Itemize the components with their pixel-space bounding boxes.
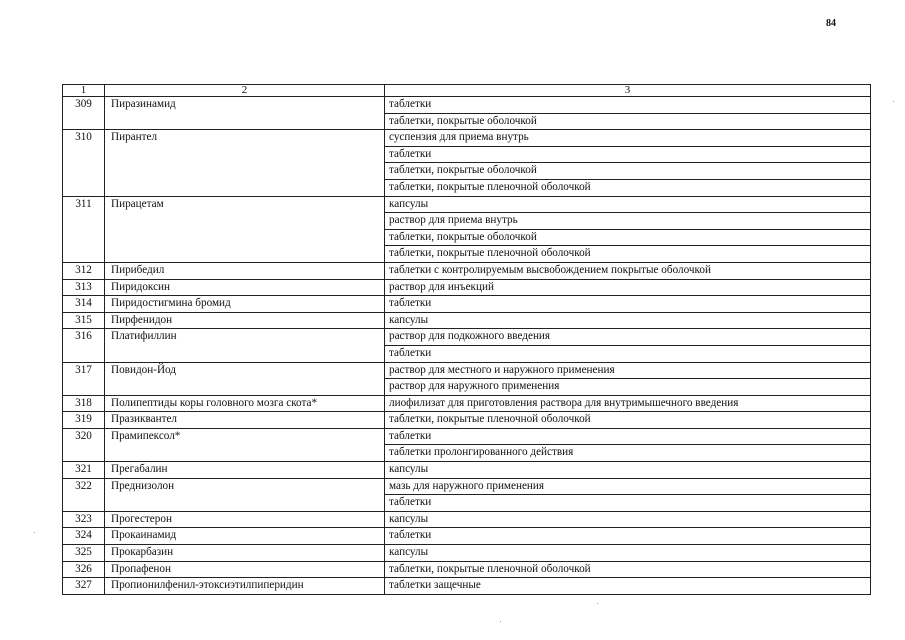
- table-row: [63, 412, 871, 429]
- row-number: 317: [63, 362, 105, 395]
- drug-name: Прегабалин: [105, 462, 385, 479]
- drug-name: Пропионилфенил-этоксиэтилпиперидин: [105, 578, 385, 595]
- dosage-form: мазь для наружного применения: [385, 478, 871, 495]
- drug-name: Празиквантел: [105, 412, 385, 429]
- scan-speck: [500, 621, 501, 622]
- table-row: [63, 312, 871, 329]
- row-number: 311: [63, 196, 105, 262]
- dosage-form: раствор для подкожного введения: [385, 329, 871, 346]
- drug-name: Пиразинамид: [105, 97, 385, 130]
- table-row: [63, 528, 871, 545]
- row-number: 309: [63, 97, 105, 130]
- dosage-form: таблетки защечные: [385, 578, 871, 595]
- dosage-form: таблетки, покрытые пленочной оболочкой: [385, 179, 871, 196]
- dosage-form: таблетки с контролируемым высвобождением покрытые оболочкой: [385, 262, 871, 279]
- dosage-form: капсулы: [385, 511, 871, 528]
- row-number: 321: [63, 462, 105, 479]
- table-row: [63, 262, 871, 279]
- table-row: [63, 578, 871, 595]
- row-number: 310: [63, 130, 105, 196]
- row-number: 327: [63, 578, 105, 595]
- drug-name: Повидон-Йод: [105, 362, 385, 395]
- dosage-form: таблетки пролонгированного действия: [385, 445, 871, 462]
- dosage-form: лиофилизат для приготовления раствора для внутримышечного введения: [385, 395, 871, 412]
- table-row: [63, 329, 871, 346]
- dosage-form: таблетки, покрытые оболочкой: [385, 229, 871, 246]
- drug-name: Пирацетам: [105, 196, 385, 262]
- row-number: 322: [63, 478, 105, 511]
- row-number: 316: [63, 329, 105, 362]
- drug-name: Прогестерон: [105, 511, 385, 528]
- dosage-form: таблетки, покрытые оболочкой: [385, 113, 871, 130]
- dosage-form: капсулы: [385, 545, 871, 562]
- row-number: 324: [63, 528, 105, 545]
- dosage-form: таблетки: [385, 296, 871, 313]
- dosage-form: таблетки: [385, 528, 871, 545]
- dosage-form: суспензия для приема внутрь: [385, 130, 871, 147]
- column-header-2: 2: [105, 85, 385, 97]
- drug-name: Преднизолон: [105, 478, 385, 511]
- table-row: [63, 478, 871, 495]
- dosage-form: капсулы: [385, 462, 871, 479]
- drug-name: Пирибедил: [105, 262, 385, 279]
- dosage-form: таблетки, покрытые пленочной оболочкой: [385, 412, 871, 429]
- scan-speck: [597, 603, 598, 604]
- drug-name: Пиридоксин: [105, 279, 385, 296]
- scan-speck: [34, 532, 35, 533]
- row-number: 319: [63, 412, 105, 429]
- dosage-form: раствор для приема внутрь: [385, 213, 871, 230]
- table-row: [63, 561, 871, 578]
- row-number: 323: [63, 511, 105, 528]
- page-number: 84: [826, 18, 836, 29]
- dosage-form: таблетки, покрытые оболочкой: [385, 163, 871, 180]
- table-row: [63, 511, 871, 528]
- row-number: 320: [63, 428, 105, 461]
- table-row: [63, 462, 871, 479]
- column-header-1: 1: [63, 85, 105, 97]
- dosage-form: таблетки: [385, 345, 871, 362]
- row-number: 315: [63, 312, 105, 329]
- table-row: [63, 395, 871, 412]
- scan-speck: [893, 101, 894, 102]
- row-number: 325: [63, 545, 105, 562]
- drug-name: Пирантел: [105, 130, 385, 196]
- row-number: 326: [63, 561, 105, 578]
- table-header-row: [63, 85, 871, 97]
- table-row: [63, 130, 871, 147]
- dosage-form: таблетки, покрытые пленочной оболочкой: [385, 561, 871, 578]
- dosage-form: раствор для местного и наружного применения: [385, 362, 871, 379]
- drug-name: Пиридостигмина бромид: [105, 296, 385, 313]
- drug-table: [62, 84, 871, 595]
- dosage-form: таблетки, покрытые пленочной оболочкой: [385, 246, 871, 263]
- dosage-form: капсулы: [385, 196, 871, 213]
- dosage-form: таблетки: [385, 146, 871, 163]
- table-row: [63, 196, 871, 213]
- dosage-form: раствор для наружного применения: [385, 379, 871, 396]
- drug-name: Прокаинамид: [105, 528, 385, 545]
- drug-name: Пирфенидон: [105, 312, 385, 329]
- dosage-form: таблетки: [385, 428, 871, 445]
- row-number: 318: [63, 395, 105, 412]
- drug-name: Пропафенон: [105, 561, 385, 578]
- column-header-3: 3: [385, 85, 871, 97]
- table-row: [63, 97, 871, 114]
- drug-name: Прокарбазин: [105, 545, 385, 562]
- drug-name: Прамипексол*: [105, 428, 385, 461]
- table-row: [63, 428, 871, 445]
- dosage-form: таблетки: [385, 97, 871, 114]
- drug-name: Полипептиды коры головного мозга скота*: [105, 395, 385, 412]
- table-row: [63, 362, 871, 379]
- row-number: 314: [63, 296, 105, 313]
- table-row: [63, 545, 871, 562]
- dosage-form: раствор для инъекций: [385, 279, 871, 296]
- dosage-form: капсулы: [385, 312, 871, 329]
- dosage-form: таблетки: [385, 495, 871, 512]
- row-number: 313: [63, 279, 105, 296]
- table-row: [63, 296, 871, 313]
- row-number: 312: [63, 262, 105, 279]
- table-row: [63, 279, 871, 296]
- drug-name: Платифиллин: [105, 329, 385, 362]
